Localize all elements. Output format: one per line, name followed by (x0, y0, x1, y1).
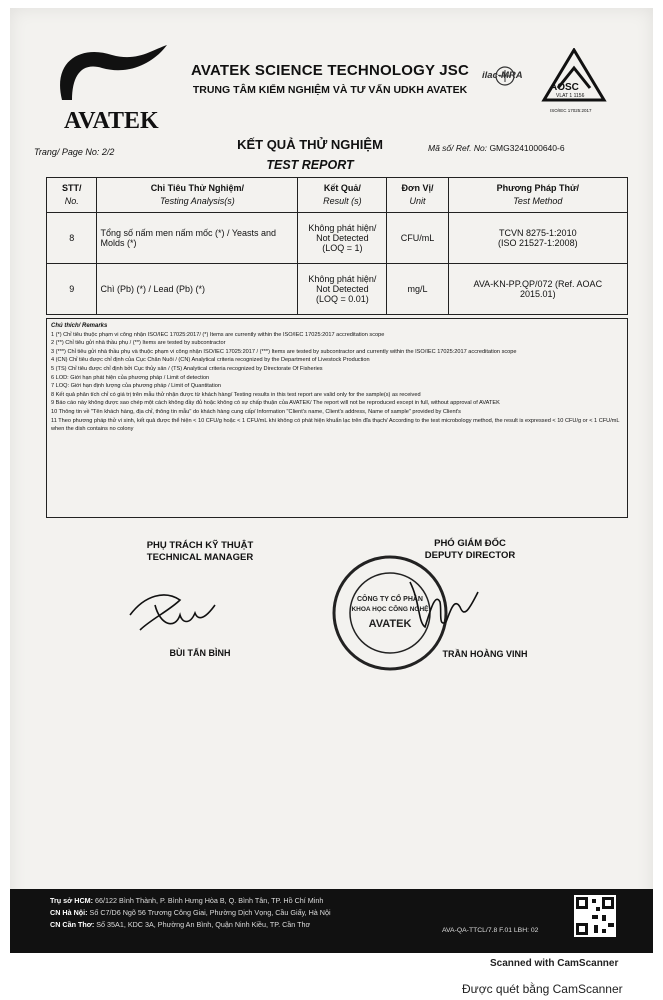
row-method: TCVN 8275-1:2010 (ISO 21527-1:2008) (448, 213, 627, 264)
remark-item: 11 Theo phương pháp thử vi sinh, kết quả được thể hiện < 10 CFU/g hoặc < 1 CFU/mL khi không có phát hiện khuẩn lạc trên đĩa thạch/ According to the test microbology method, the result is expressed < 10 CFU/g or < 1 CFU/mL when the dish contains no colony (51, 417, 620, 433)
qr-code (574, 895, 616, 937)
document-footer (10, 889, 653, 953)
aosc-vlat: VLAT 1 1156 (556, 93, 585, 99)
header-unit: Đơn Vị/ Unit (387, 178, 448, 213)
row-no: 9 (47, 264, 97, 315)
remark-item: 3 (***) Chỉ tiêu gửi nhà thầu phụ và thuộc phạm vi công nhận ISO/IEC 17025:2017 / (***) Items are tested by subcontractor and currently within the ISO/IEC 17025:2017 accreditation scope (51, 348, 517, 355)
row-unit: CFU/mL (387, 213, 448, 264)
report-title-vi: KẾT QUẢ THỬ NGHIỆM (237, 137, 383, 152)
stamp-text-name: AVATEK (368, 618, 412, 630)
remark-item: 10 Thông tin về "Tên khách hàng, địa chỉ, thông tin mẫu" do khách hàng cung cấp/ Information "Client's name, Client's address, Name of sample" provided by Client's (51, 408, 461, 415)
results-table (46, 177, 628, 315)
ref-label: Mã số/ Ref. No: (428, 143, 488, 153)
table-header-row (47, 178, 628, 213)
footer-hcm: Trụ sở HCM: 66/122 Bình Thành, P. Bình Hưng Hòa B, Q. Bình Tân, TP. Hồ Chí Minh (50, 896, 324, 905)
header-no: STT/ No. (47, 178, 97, 213)
row-result: Không phát hiện/ Not Detected (LOQ = 1) (298, 213, 387, 264)
tech-manager-signature (120, 575, 230, 645)
table-row (47, 213, 628, 264)
remark-item: 9 Báo cáo này không được sao chép một cách không đầy đủ hoặc không có sự chấp thuận của AVATEK/ The report will not be reproduced except in full, without approval of AVATEK (51, 400, 500, 407)
logo-text: AVATEK (64, 108, 159, 134)
footer-hanoi: CN Hà Nội: Số C7/D6 Ngõ 56 Trương Công Giai, Phường Dịch Vọng, Cầu Giấy, Hà Nội (50, 908, 331, 917)
report-title-en: TEST REPORT (266, 158, 354, 172)
row-method: AVA-KN-PP.QP/072 (Ref. AOAC 2015.01) (448, 264, 627, 315)
row-analysis: Tổng số nấm men nấm mốc (*) / Yeasts and Molds (*) (97, 213, 298, 264)
deputy-director-signature (380, 572, 490, 642)
tech-manager-name: BÙI TẤN BÌNH (169, 648, 231, 658)
remark-item: 4 (CN) Chỉ tiêu được chỉ định của Cục Chăn Nuôi / (CN) Analytical criteria recognized by the Department of Livestock Production (51, 357, 370, 364)
footer-cantho: CN Cần Thơ: Số 35A1, KDC 3A, Phường An Bình, Quận Ninh Kiều, TP. Cần Thơ (50, 920, 311, 929)
scanner-watermark-vi: Được quét bằng CamScanner (462, 982, 623, 996)
page-number: Trang/ Page No: 2/2 (34, 147, 115, 157)
aosc-iso: ISO/IEC 17025:2017 (550, 108, 592, 113)
deputy-director-name: TRẦN HOÀNG VINH (442, 649, 528, 659)
stamp-text-top: CÔNG TY CỔ PHẦN (357, 596, 423, 603)
remark-item: 1 (*) Chỉ tiêu thuộc phạm vi công nhận ISO/IEC 17025:2017/ (*) Items are currently within the ISO/IEC 17025:2017 accreditation scope (51, 331, 385, 338)
table-row (47, 264, 628, 315)
header-result: Kết Quả/ Result (s) (298, 178, 387, 213)
row-unit: mg/L (387, 264, 448, 315)
remark-item: 5 (TS) Chỉ tiêu được chỉ định bởi Cục thủy sản / (TS) Analytical criteria recognized by Directorate Of Fisheries (51, 365, 323, 372)
remarks-box (46, 318, 628, 518)
deputy-director-title-en: DEPUTY DIRECTOR (424, 550, 516, 561)
header-method: Phương Pháp Thử/ Test Method (448, 178, 627, 213)
row-no: 8 (47, 213, 97, 264)
remark-item: 6 LOD: Giới hạn phát hiện của phương pháp / Limit of detection (51, 374, 210, 381)
row-analysis: Chì (Pb) (*) / Lead (Pb) (*) (97, 264, 298, 315)
remark-item: 7 LOQ: Giới hạn định lượng của phương pháp / Limit of Quantitation (51, 383, 221, 390)
reference-number (428, 143, 565, 153)
tech-manager-title-en: TECHNICAL MANAGER (146, 552, 254, 563)
aosc-text: AOSC (550, 82, 579, 93)
remarks-title: Chú thích/ Remarks (51, 323, 108, 329)
deputy-director-title-vi: PHÓ GIÁM ĐỐC (434, 538, 506, 549)
company-subtitle: TRUNG TÂM KIỂM NGHIỆM VÀ TƯ VẤN UDKH AVATEK (192, 84, 468, 96)
form-code: AVA-QA-TTCL/7.8 F.01 LBH: 02 (442, 927, 539, 934)
remark-item: 8 Kết quả phân tích chỉ có giá trị trên mẫu thử nhận được từ khách hàng/ Testing results in this test report are valid only for the sample(s) as received (51, 391, 421, 398)
header-analysis: Chỉ Tiêu Thử Nghiệm/ Testing Analysis(s) (97, 178, 298, 213)
tech-manager-title-vi: PHỤ TRÁCH KỸ THUẬT (146, 540, 254, 551)
ref-value: GMG3241000640-6 (489, 143, 565, 153)
remark-item: 2 (**) Chỉ tiêu gửi nhà thầu phụ / (**) Items are tested by subcontractor (51, 340, 226, 347)
ilac-mra-text: ilac-MRA (482, 70, 523, 81)
stamp-text-mid: KHOA HỌC CÔNG NGHỆ (351, 606, 429, 613)
row-result: Không phát hiện/ Not Detected (LOQ = 0.01) (298, 264, 387, 315)
company-name: AVATEK SCIENCE TECHNOLOGY JSC (190, 62, 470, 79)
scanner-watermark-en: Scanned with CamScanner (490, 958, 619, 969)
